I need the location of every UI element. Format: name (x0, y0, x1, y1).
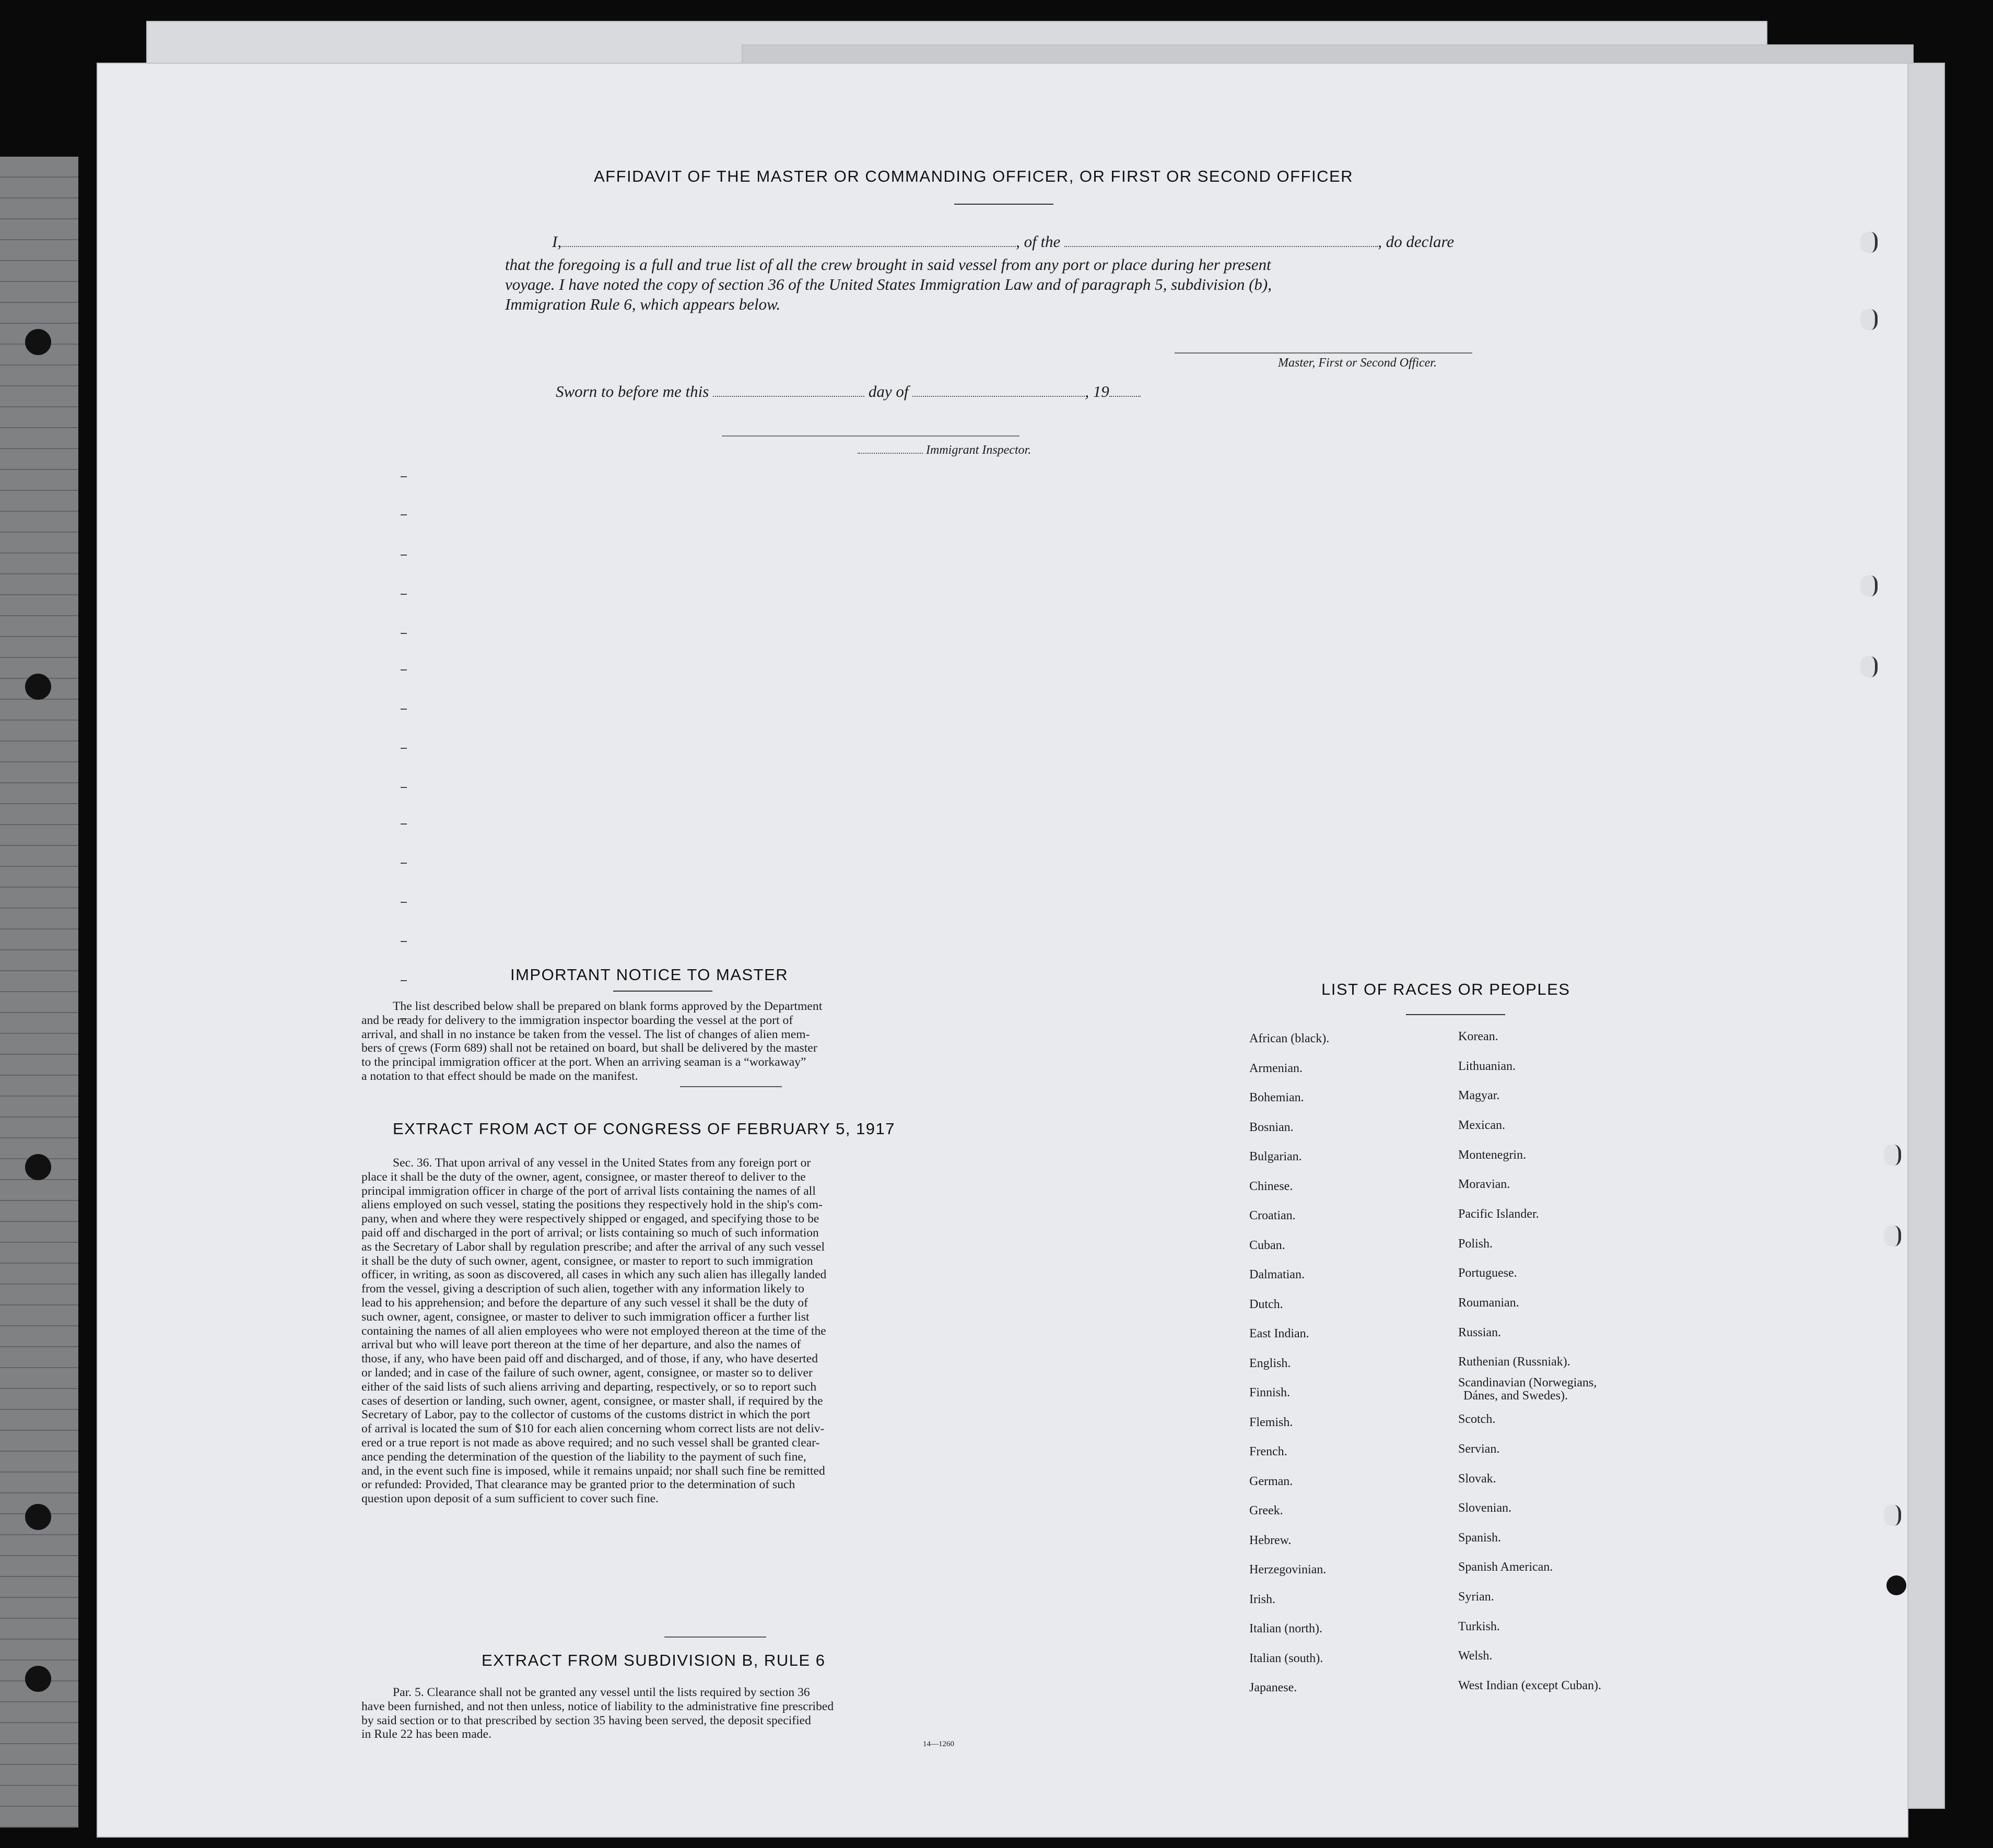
signature-line (1175, 352, 1472, 354)
act-line: question upon deposit of a sum sufficient to cover such fine. (361, 1492, 659, 1506)
race-item: Hebrew. (1249, 1533, 1292, 1547)
race-item: Dánes, and Swedes). (1463, 1389, 1568, 1403)
race-item: Portuguese. (1458, 1266, 1517, 1280)
act-line: either of the said lists of such aliens arriving and departing, respectively, or so to report such (361, 1380, 817, 1394)
race-item: Finnish. (1249, 1386, 1291, 1399)
race-item: English. (1249, 1356, 1291, 1370)
race-item: Cuban. (1249, 1238, 1285, 1252)
act-line: from the vessel, giving a description of such alien, together with any information likely to (361, 1282, 804, 1296)
race-item: Turkish. (1458, 1620, 1500, 1633)
margin-tick (401, 594, 407, 595)
act-line: pany, when and where they were respectively shipped or engaged, and specifying those to be (361, 1212, 819, 1226)
race-item: Scandinavian (Norwegians, (1458, 1376, 1597, 1390)
race-item: Magyar. (1458, 1089, 1500, 1102)
race-item: Pacific Islander. (1458, 1207, 1539, 1221)
race-item: Syrian. (1458, 1590, 1494, 1604)
race-item: Montenegrin. (1458, 1148, 1526, 1162)
act-line: place it shall be the duty of the owner, agent, consignee, or master thereof to deliver to the (361, 1170, 806, 1184)
race-item: Russian. (1458, 1326, 1502, 1339)
act-line: paid off and discharged in the port of arrival; or lists containing so much of such information (361, 1226, 819, 1240)
year-prefix: , 19 (1085, 382, 1109, 401)
margin-tick (401, 902, 407, 903)
inspector-line (722, 435, 1019, 437)
margin-tick (401, 555, 407, 556)
race-item: French. (1249, 1445, 1287, 1458)
race-item: Armenian. (1249, 1061, 1303, 1075)
race-item: Lithuanian. (1458, 1060, 1516, 1073)
race-item: Moravian. (1458, 1178, 1510, 1191)
race-item: Roumanian. (1458, 1296, 1519, 1310)
binder-hole (25, 1154, 51, 1180)
form-number: 14—1260 (923, 1740, 954, 1748)
affidavit-line-1 (552, 232, 1454, 251)
act-line: arrival but who will leave port thereon at the time of her departure, and also the names of (361, 1338, 801, 1352)
punch-hole (1884, 1226, 1901, 1246)
race-item: African (black). (1249, 1032, 1330, 1045)
margin-tick (401, 709, 407, 710)
divider (664, 1637, 766, 1638)
act-line: Secretary of Labor, pay to the collector of customs of the customs district in which the port (361, 1408, 811, 1422)
race-item: Herzegovinian. (1249, 1563, 1327, 1576)
signature-label: Master, First or Second Officer. (1278, 356, 1437, 370)
binder-hole (25, 1504, 51, 1530)
act-line: as the Secretary of Labor shall by regulation prescribe; and after the arrival of any such vessel (361, 1240, 825, 1254)
punch-hole (1860, 309, 1878, 330)
margin-tick (401, 669, 407, 670)
race-item: Bosnian. (1249, 1120, 1294, 1134)
race-item: Irish. (1249, 1592, 1275, 1606)
punch-hole (1860, 232, 1878, 253)
notice-line: arrival, and shall in no instance be taken from the vessel. The list of changes of alien mem- (361, 1027, 810, 1041)
race-item: East Indian. (1249, 1327, 1309, 1340)
act-line: such owner, agent, consignee, or master to deliver to such immigration officer a further list (361, 1310, 810, 1324)
margin-tick (401, 748, 407, 749)
divider (1406, 1014, 1505, 1015)
margin-tick (401, 476, 407, 477)
margin-tick (401, 633, 407, 634)
race-item: Scotch. (1458, 1413, 1496, 1426)
race-item: Spanish American. (1458, 1560, 1553, 1574)
rule-title: EXTRACT FROM SUBDIVISION B, RULE 6 (482, 1651, 826, 1669)
punch-hole (1886, 1575, 1906, 1595)
race-item: Slovenian. (1458, 1501, 1511, 1515)
divider (613, 991, 712, 992)
notice-line: The list described below shall be prepared on blank forms approved by the Department (393, 999, 823, 1013)
race-item: Dutch. (1249, 1297, 1283, 1311)
binder-hole (25, 674, 51, 700)
race-item: Slovak. (1458, 1472, 1496, 1486)
affidavit-title: AFFIDAVIT OF THE MASTER OR COMMANDING OFFICER, OR FIRST OR SECOND OFFICER (594, 167, 1354, 185)
race-item: Dalmatian. (1249, 1268, 1305, 1281)
name-blank (561, 243, 1016, 247)
rule-line: Par. 5. Clearance shall not be granted any vessel until the lists required by section 36 (393, 1686, 810, 1699)
notice-text (361, 999, 1066, 1084)
race-item: Polish. (1458, 1237, 1493, 1251)
manifest-page (97, 63, 1908, 1838)
divider (954, 204, 1053, 205)
rule-text (361, 1686, 1074, 1741)
act-line: or refunded: Provided, That clearance may be granted prior to the determination of such (361, 1478, 795, 1492)
affidavit-of-the: , of the (1016, 232, 1061, 251)
race-item: Greek. (1249, 1504, 1283, 1517)
affidavit-declare: , do declare (1378, 232, 1455, 251)
rule-line: by said section or to that prescribed by section 35 having been served, the deposit specified (361, 1713, 811, 1727)
affidavit-i: I, (552, 232, 562, 251)
divider (680, 1086, 782, 1087)
binder-hole (25, 1666, 51, 1692)
race-item: Servian. (1458, 1442, 1500, 1456)
act-line: and, in the event such fine is imposed, while it remains unpaid; nor shall such fine be remitted (361, 1464, 825, 1478)
rule-line: have been furnished, and not then unless, notice of liability to the administrative fine prescribed (361, 1699, 834, 1713)
race-item: Croatian. (1249, 1209, 1296, 1222)
rule-line: in Rule 22 has been made. (361, 1727, 491, 1741)
month-blank (912, 393, 1085, 397)
race-item: Bohemian. (1249, 1091, 1304, 1104)
race-item: Italian (north). (1249, 1622, 1322, 1635)
act-line: ered or a true report is not made as above required; and no such vessel shall be granted clear- (361, 1435, 820, 1450)
day-of: day of (868, 382, 909, 401)
act-line: lead to his apprehension; and before the departure of any such vessel it shall be the duty of (361, 1296, 808, 1310)
races-title: LIST OF RACES OR PEOPLES (1321, 980, 1570, 998)
punch-hole (1884, 1505, 1901, 1526)
inspector-label-row (858, 443, 1031, 457)
race-item: Japanese. (1249, 1681, 1297, 1694)
race-item: Flemish. (1249, 1415, 1293, 1429)
race-item: Ruthenian (Russniak). (1458, 1355, 1570, 1369)
punch-hole (1860, 656, 1878, 677)
act-line: ance pending the determination of the question of the liability to the payment of such fine, (361, 1450, 806, 1464)
act-line: of arrival is located the sum of $10 for each alien concerning whom correct lists are not deliv- (361, 1422, 825, 1436)
punch-hole (1884, 1145, 1901, 1166)
race-item: Bulgarian. (1249, 1150, 1302, 1163)
act-line: cases of desertion or landing, such owner, agent, consignee, or master shall, if required by the (361, 1394, 823, 1408)
race-item: West Indian (except Cuban). (1458, 1679, 1601, 1692)
margin-tick (401, 787, 407, 788)
affidavit-line-2: that the foregoing is a full and true list of all the crew brought in said vessel from any port or place during her present (505, 255, 1271, 274)
race-item: German. (1249, 1474, 1293, 1488)
notice-title: IMPORTANT NOTICE TO MASTER (510, 966, 789, 984)
margin-tick (401, 941, 407, 942)
act-line: those, if any, who have been paid off and discharged, and of those, if any, who have deserted (361, 1352, 818, 1366)
act-line: or landed; and in case of the failure of such owner, agent, consignee, or master so to deliver (361, 1366, 813, 1380)
vessel-blank (1064, 243, 1378, 247)
year-blank (1109, 393, 1141, 397)
race-item: Mexican. (1458, 1119, 1505, 1132)
race-item: Korean. (1458, 1030, 1498, 1043)
margin-tick (401, 514, 407, 515)
act-line: principal immigration officer in charge of the port of arrival lists containing the names of all (361, 1184, 816, 1198)
notice-line: a notation to that effect should be made on the manifest. (361, 1069, 638, 1083)
punch-hole (1860, 575, 1878, 596)
ledger-edge (0, 157, 78, 1828)
act-line: aliens employed on such vessel, stating the positions they respectively hold in the ship's com- (361, 1198, 823, 1212)
sworn-text: Sworn to before me this (556, 382, 709, 401)
inspector-label: Immigrant Inspector. (926, 443, 1031, 457)
act-line: Sec. 36. That upon arrival of any vessel in the United States from any foreign port or (393, 1156, 811, 1170)
margin-tick (401, 863, 407, 864)
margin-tick (401, 980, 407, 981)
inspector-blank (858, 450, 923, 454)
notice-line: bers of crews (Form 689) shall not be retained on board, but shall be delivered by the master (361, 1041, 817, 1055)
race-item: Italian (south). (1249, 1651, 1323, 1665)
sworn-line (556, 382, 1141, 401)
act-text (361, 1156, 1069, 1506)
race-item: Chinese. (1249, 1179, 1293, 1193)
race-item: Welsh. (1458, 1649, 1493, 1663)
affidavit-line-4: Immigration Rule 6, which appears below. (505, 295, 781, 313)
margin-tick (401, 823, 407, 825)
act-line: it shall be the duty of such owner, agent, consignee, or master to report to such immigration (361, 1254, 813, 1268)
notice-line: to the principal immigration officer at the port. When an arriving seaman is a “workaway” (361, 1055, 806, 1069)
race-item: Spanish. (1458, 1531, 1502, 1545)
act-title: EXTRACT FROM ACT OF CONGRESS OF FEBRUARY 5, 1917 (393, 1120, 896, 1138)
act-line: containing the names of all alien employees who were not employed thereon at the time of the (361, 1324, 826, 1338)
notice-line: and be ready for delivery to the immigration inspector boarding the vessel at the port of (361, 1013, 793, 1027)
binder-hole (25, 329, 51, 355)
day-blank (713, 393, 864, 397)
affidavit-line-3: voyage. I have noted the copy of section 36 of the United States Immigration Law and of paragraph 5, subdivision (b), (505, 275, 1272, 293)
act-line: officer, in writing, as soon as discovered, all cases in which any such alien has illegally landed (361, 1268, 827, 1282)
